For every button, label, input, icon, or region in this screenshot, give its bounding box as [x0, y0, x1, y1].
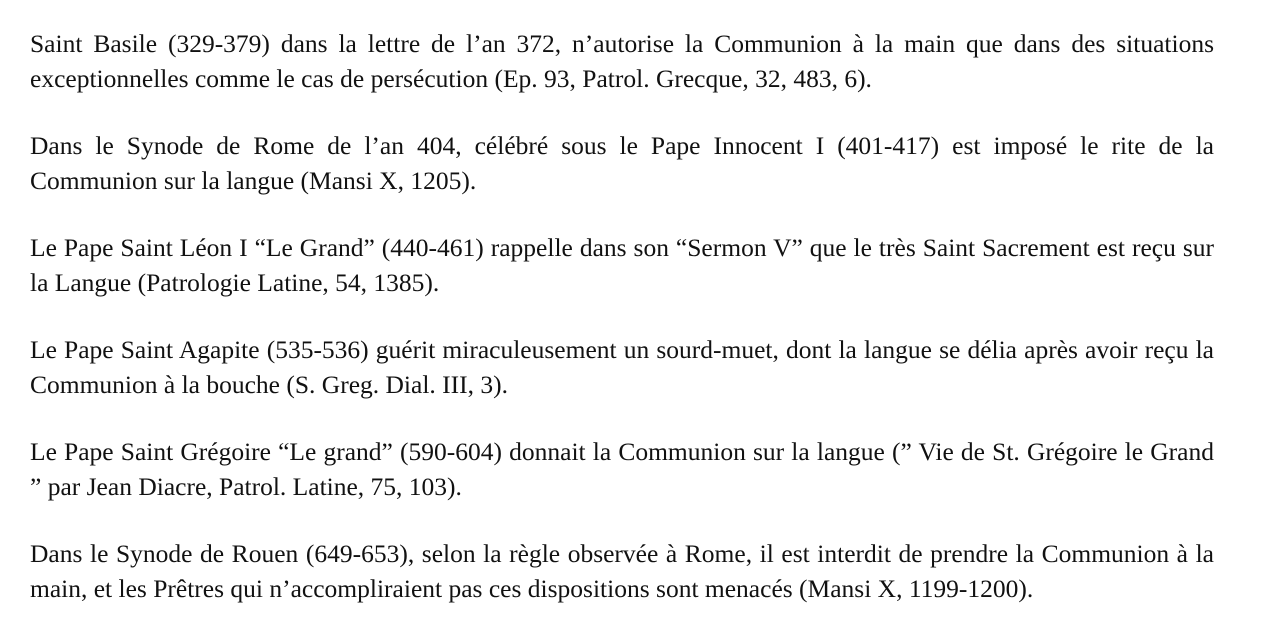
- paragraph-gregoire-le-grand: Le Pape Saint Grégoire “Le grand” (590-604) donnait la Communion sur la langue (” Vie de St. Grégoire le Grand ” par Jean Diacre, Patrol. Latine, 75, 103).: [30, 437, 1214, 501]
- paragraph-synode-rome: Dans le Synode de Rome de l’an 404, célébré sous le Pape Innocent I (401-417) est imposé le rite de la Communion sur la langue (Mansi X, 1205).: [30, 131, 1214, 195]
- paragraph-saint-basile: Saint Basile (329-379) dans la lettre de l’an 372, n’autorise la Communion à la main que dans des situations exceptionnelles comme le cas de persécution (Ep. 93, Patrol. Grecque, 32, 483, 6).: [30, 29, 1214, 93]
- paragraph-leon-le-grand: Le Pape Saint Léon I “Le Grand” (440-461) rappelle dans son “Sermon V” que le très Saint Sacrement est reçu sur la Langue (Patrologie Latine, 54, 1385).: [30, 233, 1214, 297]
- document-page: [30, 26, 1214, 606]
- paragraph-saint-agapite: Le Pape Saint Agapite (535-536) guérit miraculeusement un sourd-muet, dont la langue se délia après avoir reçu la Communion à la bouche (S. Greg. Dial. III, 3).: [30, 335, 1214, 399]
- paragraph-synode-rouen: Dans le Synode de Rouen (649-653), selon la règle observée à Rome, il est interdit de prendre la Communion à la main, et les Prêtres qui n’accompliraient pas ces dispositions sont menacés (Mansi X, 1199-1200).: [30, 539, 1214, 603]
